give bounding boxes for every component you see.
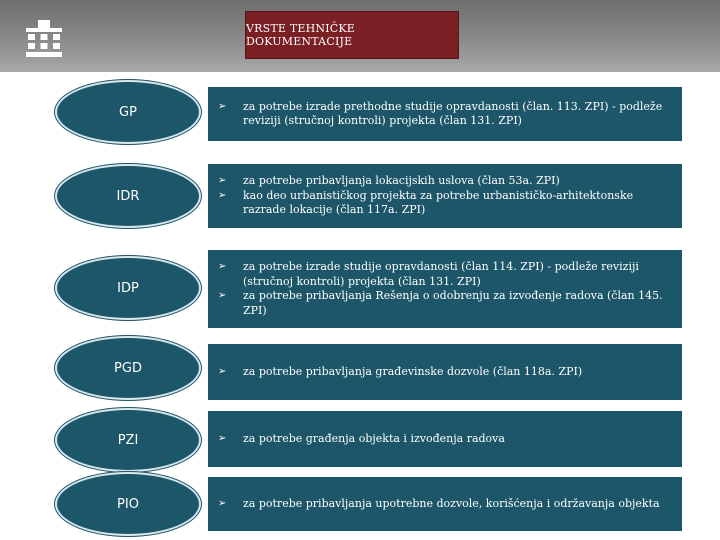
doc-type-label: PZI — [117, 432, 139, 448]
list-item — [218, 497, 672, 512]
doc-type-label: PGD — [114, 360, 142, 376]
list-item — [218, 189, 672, 218]
list-item-text: kao deo urbanističkog projekta za potrebe urbanističko-arhitektonske razrade lokacije (član 117a. ZPI) — [243, 188, 634, 217]
list-item — [218, 174, 672, 189]
arrow-bullet-icon: ➢ — [218, 189, 227, 201]
arrow-bullet-icon: ➢ — [218, 365, 227, 377]
list-item-text: za potrebe pribavljanja građevinske dozvole (član 118a. ZPI) — [243, 364, 583, 378]
doc-type-oval-idr — [55, 164, 201, 228]
doc-type-label: IDR — [116, 188, 140, 204]
doc-description-box-pio — [208, 477, 682, 531]
page-title-text: VRSTE TEHNIČKE DOKUMENTACIJE — [246, 22, 356, 48]
doc-type-label: IDP — [117, 280, 139, 296]
doc-type-oval-gp — [55, 80, 201, 144]
building-logo-icon — [24, 18, 64, 60]
doc-description-box-pgd — [208, 344, 682, 400]
doc-description-box-gp — [208, 87, 682, 141]
list-item-text: za potrebe pribavljanja Rešenja o odobrenju za izvođenje radova (član 145. ZPI) — [243, 289, 663, 317]
list-item — [218, 365, 672, 380]
list-item-text: za potrebe pribavljanja lokacijskih uslova (član 53a. ZPI) — [243, 174, 560, 188]
list-item — [218, 260, 672, 289]
doc-type-label: PIO — [117, 496, 139, 512]
doc-type-oval-pzi — [55, 408, 201, 472]
doc-type-oval-pgd — [55, 336, 201, 400]
arrow-bullet-icon: ➢ — [218, 497, 227, 509]
list-item-text: za potrebe građenja objekta i izvođenja radova — [243, 431, 505, 445]
arrow-bullet-icon: ➢ — [218, 290, 227, 301]
doc-description-box-pzi — [208, 411, 682, 467]
list-item — [218, 289, 672, 318]
list-item — [218, 100, 672, 129]
arrow-bullet-icon: ➢ — [218, 100, 227, 112]
list-item-text: za potrebe pribavljanja upotrebne dozvole, korišćenja i održavanja objekta — [243, 496, 660, 510]
arrow-bullet-icon: ➢ — [218, 261, 227, 272]
list-item-text: za potrebe izrade prethodne studije opravdanosti (član. 113. ZPI) - podleže reviziji (stručnoj kontroli) projekta (član 131. ZPI) — [243, 99, 663, 127]
page-title — [245, 11, 459, 59]
arrow-bullet-icon: ➢ — [218, 432, 227, 444]
list-item-text: za potrebe izrade studije opravdanosti (član 114. ZPI) - podleže reviziji (stručnoj kontroli) projekta (član 131. ZPI) — [243, 260, 639, 288]
arrow-bullet-icon: ➢ — [218, 175, 227, 187]
doc-description-box-idp — [208, 250, 682, 328]
doc-type-label: GP — [119, 104, 137, 120]
doc-description-box-idr — [208, 164, 682, 228]
doc-type-oval-pio — [55, 472, 201, 536]
list-item — [218, 432, 672, 447]
doc-type-oval-idp — [55, 256, 201, 320]
